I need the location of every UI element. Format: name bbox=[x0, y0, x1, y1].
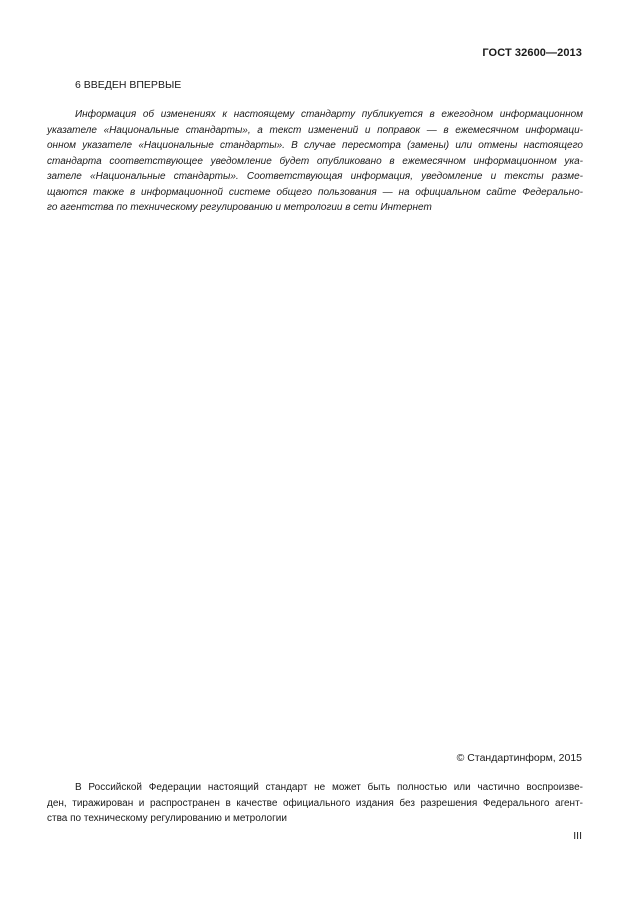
paragraph-line: го агентства по техническому регулированию и метрологии в сети Интернет bbox=[47, 202, 432, 213]
paragraph-line: онном указателе «Национальные стандарты». В случае пересмотра (замены) или отмены настоящего bbox=[47, 140, 583, 151]
paragraph-line: стандарта соответствующее уведомление будет опубликовано в ежемесячном информационном ука- bbox=[47, 155, 583, 167]
notice-line: ден, тиражирован и распространен в качестве официального издания без разрешения Федерального агент- bbox=[47, 797, 583, 809]
paragraph-line: указателе «Национальные стандарты», а текст изменений и поправок — в ежемесячном информаци- bbox=[47, 124, 583, 136]
page-number: III bbox=[573, 830, 582, 842]
copyright: © Стандартинформ, 2015 bbox=[456, 752, 582, 764]
copyright-notice bbox=[47, 780, 583, 827]
standard-code: ГОСТ 32600—2013 bbox=[482, 47, 582, 59]
paragraph-line: Информация об изменениях к настоящему стандарту публикуется в ежегодном информационном bbox=[75, 109, 583, 120]
info-paragraph bbox=[47, 107, 583, 216]
notice-line: ства по техническому регулированию и метрологии bbox=[47, 813, 287, 824]
paragraph-line: щаются также в информационной системе общего пользования — на официальном сайте Федерально- bbox=[47, 186, 583, 198]
notice-line: В Российской Федерации настоящий стандарт не может быть полностью или частично воспроизве- bbox=[75, 782, 583, 793]
paragraph-line: зателе «Национальные стандарты». Соответствующая информация, уведомление и тексты разме- bbox=[47, 171, 583, 182]
section-heading: 6 ВВЕДЕН ВПЕРВЫЕ bbox=[75, 79, 182, 91]
